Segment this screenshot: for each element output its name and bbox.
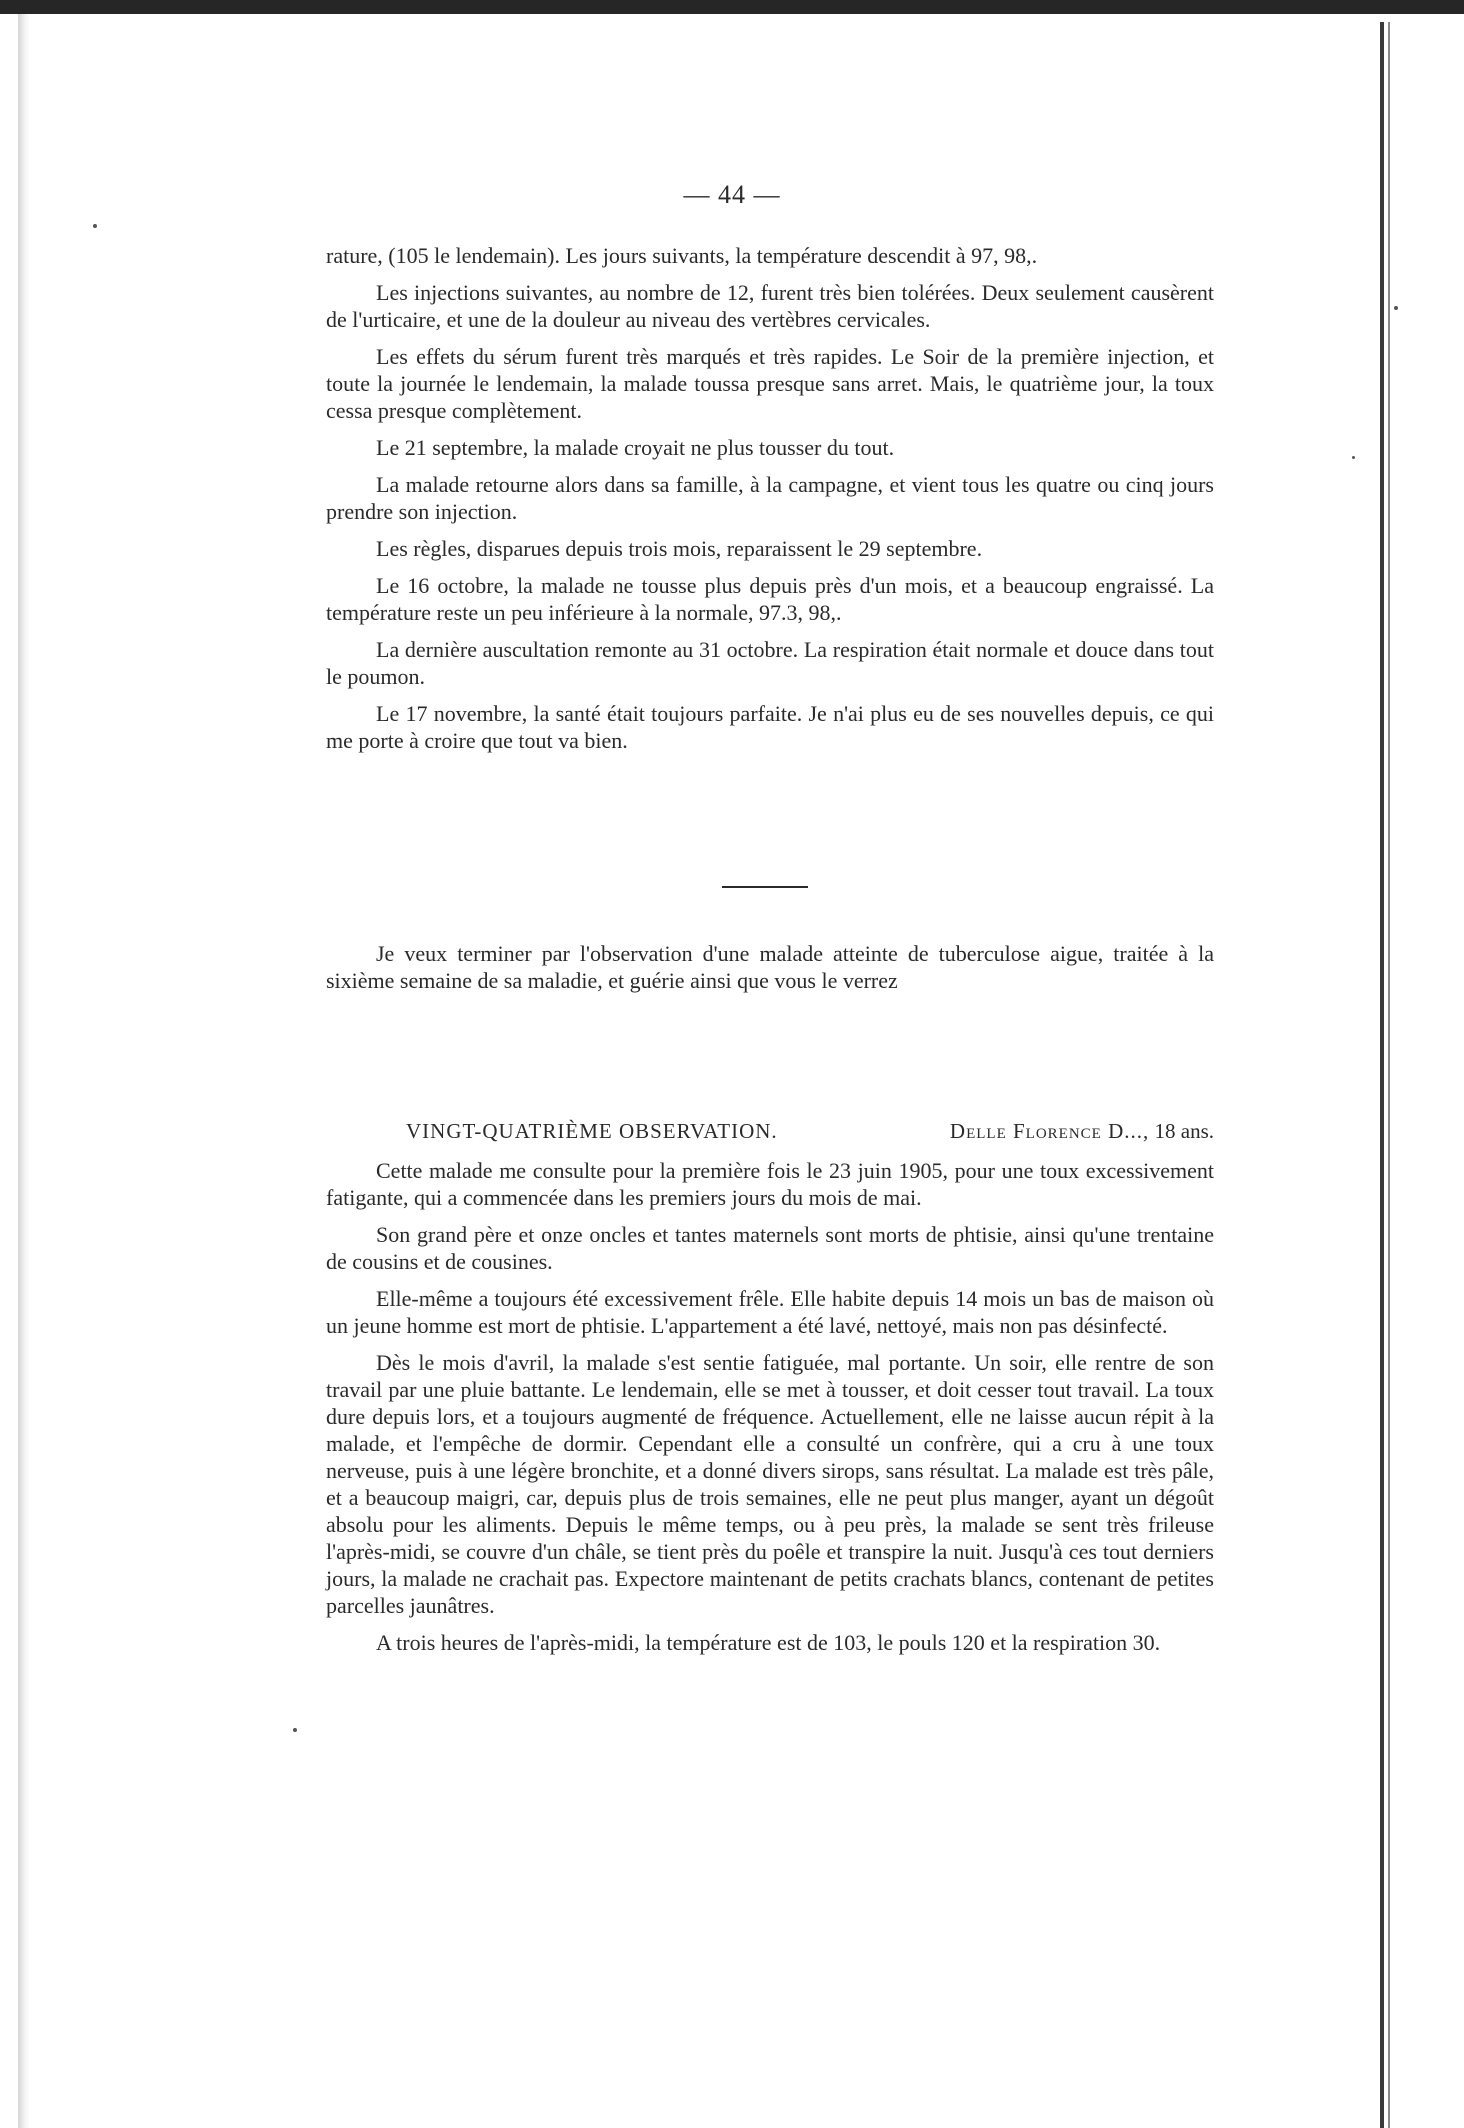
text-block-intro xyxy=(326,940,1214,1004)
patient-name: Delle Florence D..., xyxy=(949,1119,1150,1143)
observation-title: VINGT-QUATRIÈME OBSERVATION. xyxy=(406,1119,778,1143)
section-separator-rule xyxy=(722,886,808,888)
paragraph: A trois heures de l'après-midi, la température est de 103, le pouls 120 et la respiration 30. xyxy=(376,1630,1161,1655)
text-block-continuation xyxy=(326,242,1214,764)
book-gutter-line xyxy=(1380,22,1384,2128)
page-left-edge-shadow xyxy=(18,14,30,2128)
paragraph: Les règles, disparues depuis trois mois, reparaissent le 29 septembre. xyxy=(376,536,983,561)
paragraph: Je veux terminer par l'observation d'une malade atteinte de tuberculose aigue, traitée à la sixième semaine de sa maladie, et guérie ainsi que vous le verrez xyxy=(326,941,1214,993)
paragraph: Les injections suivantes, au nombre de 12, furent très bien tolérées. Deux seulement causèrent de l'urticaire, et une de la douleur au niveau des vertèbres cervicales. xyxy=(326,280,1214,332)
paper-speck xyxy=(93,224,97,228)
patient-age: 18 ans. xyxy=(1154,1119,1214,1143)
paragraph: Le 16 octobre, la malade ne tousse plus depuis près d'un mois, et a beaucoup engraissé. La température reste un peu inférieure à la normale, 97.3, 98,. xyxy=(326,573,1214,625)
scan-top-edge xyxy=(0,0,1464,14)
paragraph: Dès le mois d'avril, la malade s'est sentie fatiguée, mal portante. Un soir, elle rentre de son travail par une pluie battante. Le lendemain, elle se met à tousser, et doit cesser tout travail. La toux dure depuis lors, et a toujours augmenté de fréquence. Actuellement, elle ne laisse aucun répit à la malade, et l'empêche de dormir. Cependant elle a consulté un confrère, qui a cru à une toux nerveuse, puis à une légère bronchite, et a donné divers sirops, sans résultat. La malade est très pâle, et a beaucoup maigri, car, depuis plus de trois semaines, elle ne peut plus manger, ayant un dégoût absolu pour les aliments. Depuis le même temps, ou à peu près, la malade se sent très frileuse l'après-midi, se couvre d'un châle, se tient près du poêle et transpire la nuit. Jusqu'à ces tout derniers jours, la malade ne crachait pas. Expectore maintenant de petits crachats blancs, contenant de petites parcelles jaunâtres. xyxy=(326,1350,1214,1618)
paragraph: Son grand père et onze oncles et tantes maternels sont morts de phtisie, ainsi qu'une trentaine de cousins et de cousines. xyxy=(326,1222,1214,1274)
observation-patient xyxy=(910,1118,1214,1145)
facing-page-strip xyxy=(1392,14,1464,2128)
paragraph: rature, (105 le lendemain). Les jours suivants, la température descendit à 97, 98,. xyxy=(326,243,1038,268)
paragraph: Le 21 septembre, la malade croyait ne plus tousser du tout. xyxy=(376,435,895,460)
text-block-observation xyxy=(326,1110,1214,1666)
paragraph: Le 17 novembre, la santé était toujours parfaite. Je n'ai plus eu de ses nouvelles depuis, ce qui me porte à croire que tout va bien. xyxy=(326,701,1214,753)
paragraph: Cette malade me consulte pour la première fois le 23 juin 1905, pour une toux excessivement fatigante, qui a commencée dans les premiers jours du mois de mai. xyxy=(326,1158,1214,1210)
paragraph: La malade retourne alors dans sa famille, à la campagne, et vient tous les quatre ou cinq jours prendre son injection. xyxy=(326,472,1214,524)
paragraph: La dernière auscultation remonte au 31 octobre. La respiration était normale et douce dans tout le poumon. xyxy=(326,637,1214,689)
paper-speck xyxy=(293,1728,297,1732)
observation-heading xyxy=(326,1118,1214,1145)
paper-speck xyxy=(1352,456,1355,459)
paper-speck xyxy=(1394,306,1398,310)
paragraph: Les effets du sérum furent très marqués et très rapides. Le Soir de la première injection, et toute la journée le lendemain, la malade toussa presque sans arret. Mais, le quatrième jour, la toux cessa presque complètement. xyxy=(326,344,1214,423)
paragraph: Elle-même a toujours été excessivement frêle. Elle habite depuis 14 mois un bas de maison où un jeune homme est mort de phtisie. L'appartement a été lavé, nettoyé, mais non pas désinfecté. xyxy=(326,1286,1214,1338)
book-gutter-shadow xyxy=(1388,22,1390,2128)
page-number: — 44 — xyxy=(683,180,781,209)
